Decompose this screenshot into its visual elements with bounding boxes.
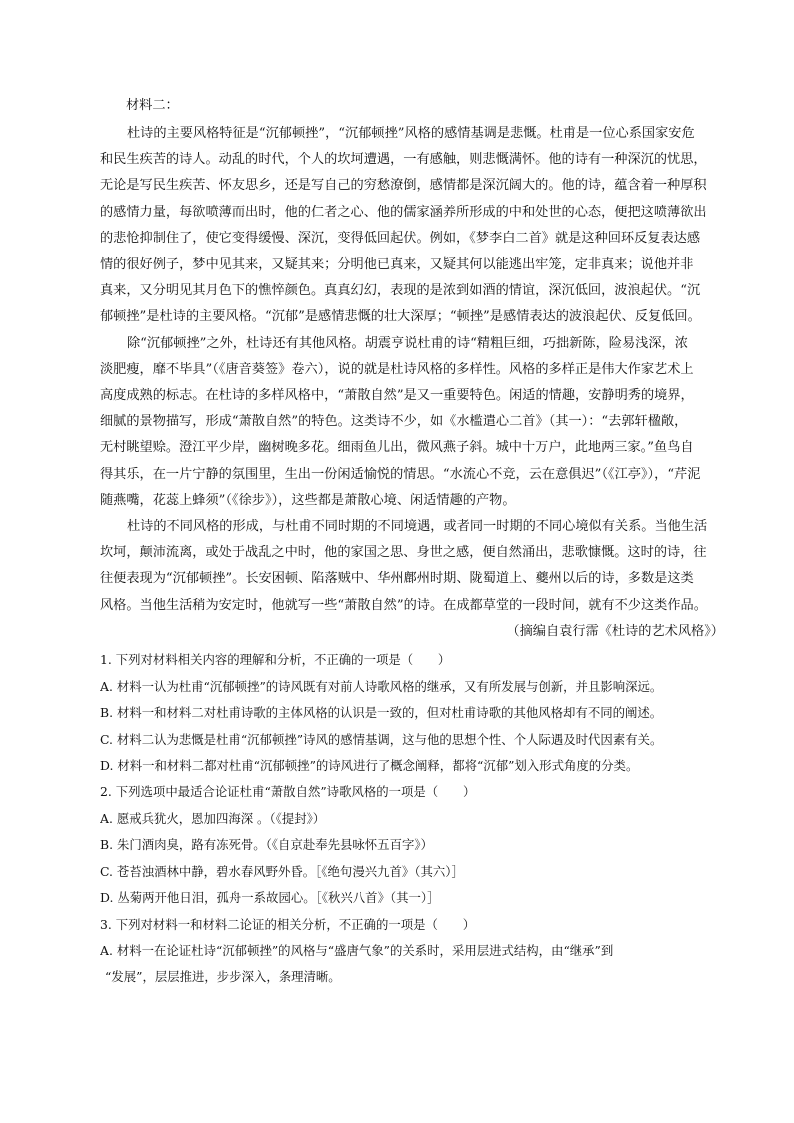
- question-stem: 2. 下列选项中最适合论证杜甫“萧散自然”诗歌风格的一项是（ ）: [100, 784, 476, 800]
- paragraph-line: 真来，又分明见其月色下的憔悴颜色。真真幻幻，表现的是浓到如酒的情谊，深沉低回，波浪起伏。“沉: [100, 283, 701, 299]
- question-3: [100, 912, 724, 991]
- option-b[interactable]: B. 朱门酒肉臭，路有冻死骨。（《自京赴奉先县咏怀五百字》）: [100, 837, 433, 853]
- question-1: [100, 647, 724, 779]
- option-c[interactable]: C. 苍苔浊酒林中静，碧水春风野外昏。［《绝句漫兴九首》（其六）］: [100, 863, 464, 879]
- option-a[interactable]: A. 材料一在论证杜诗“沉郁顿挫”的风格与“盛唐气象”的关系时，采用层进式结构，由“继承”到: [100, 942, 614, 958]
- paragraph-line: 除“沉郁顿挫”之外，杜诗还有其他风格。胡震亨说杜甫的诗“精粗巨细，巧拙新陈，险易浅深，浓: [127, 335, 688, 351]
- option-c[interactable]: C. 材料二认为悲慨是杜甫“沉郁顿挫”诗风的感情基调，这与他的思想个性、个人际遇及时代因素有关。: [100, 731, 663, 747]
- paragraph-line: 无论是写民生疾苦、怀友思乡，还是写自己的穷愁潦倒，感情都是深沉阔大的。他的诗，蕴含着一种厚积: [100, 178, 707, 194]
- paragraph-line: 高度成熟的标志。在杜诗的多样风格中，“萧散自然”是又一重要特色。闲适的情趣，安静明秀的境界，: [100, 388, 694, 404]
- question-2: [100, 779, 724, 911]
- paragraph-line: 情的很好例子，梦中见其来，又疑其来；分明他已真来，又疑其何以能逃出牢笼，定非真来；说他并非: [100, 257, 694, 273]
- paragraph-line: 坎坷，颠沛流离，或处于战乱之中时，他的家国之思、身世之感，便自然涌出，悲歌慷慨。这时的诗，往: [100, 545, 707, 561]
- option-d[interactable]: D. 丛菊两开他日泪，孤舟一系故园心。［《秋兴八首》（其一）］: [100, 890, 440, 906]
- paragraph-line: 得其乐，在一片宁静的氛围里，生出一份闲适愉悦的情思。“水流心不竞，云在意俱迟”（《江亭》），“芹泥: [100, 466, 701, 482]
- paragraph-1: [100, 121, 724, 331]
- option-a[interactable]: A. 材料一认为杜甫“沉郁顿挫”的诗风既有对前人诗歌风格的继承，又有所发展与创新，并且影响深远。: [100, 678, 663, 694]
- option-a-continued: “发展”，层层推进，步步深入，条理清晰。: [105, 969, 341, 985]
- paragraph-line: 往便表现为“沉郁顿挫”。长安困顿、陷落贼中、华州鄜州时期、陇蜀道上、夔州以后的诗，多数是这类: [100, 571, 694, 587]
- paragraph-line: 杜诗的主要风格特征是“沉郁顿挫”，“沉郁顿挫”风格的感情基调是悲慨。杜甫是一位心系国家安危: [127, 126, 695, 141]
- paragraph-line: 风格。当他生活稍为安定时，他就写一些“萧散自然”的诗。在成都草堂的一段时间，就有不少这类作品。: [100, 597, 707, 613]
- question-stem: 1. 下列对材料相关内容的理解和分析，不正确的一项是（ ）: [100, 652, 451, 668]
- document-page: [100, 91, 724, 991]
- paragraph-line: 郁顿挫”是杜诗的主要风格。“沉郁”是感情悲慨的壮大深厚；“顿挫”是感情表达的波浪起伏、反复低回。: [100, 309, 701, 325]
- paragraph-line: 的悲怆抑制住了，使它变得缓慢、深沉，变得低回起伏。例如，《梦李白二首》就是这种回环反复表达感: [100, 230, 701, 246]
- paragraph-line: 随燕嘴，花蕊上蜂须”（《徐步》），这些都是萧散心境、闲适情趣的产物。: [100, 492, 516, 508]
- option-d[interactable]: D. 材料一和材料二都对杜甫“沉郁顿挫”的诗风进行了概念阐释，都将“沉郁”划入形式角度的分类。: [100, 758, 639, 774]
- paragraph-line: 细腻的景物描写，形成“萧散自然”的特色。这类诗不少，如《水槛遣心二首》（其一）：“去郭轩楹敞，: [100, 414, 688, 430]
- option-a[interactable]: A. 愿戒兵犹火，恩加四海深 。（《提封》）: [100, 810, 326, 826]
- paragraph-line: 和民生疾苦的诗人。动乱的时代，个人的坎坷遭遇，一有感触，则悲慨满怀。他的诗有一种深沉的忧思，: [100, 152, 707, 168]
- question-stem: 3. 下列对材料一和材料二论证的相关分析，不正确的一项是（ ）: [100, 916, 476, 932]
- paragraph-line: 的感情力量，每欲喷薄而出时，他的仁者之心、他的儒家涵养所形成的中和处世的心态，便把这喷薄欲出: [100, 204, 707, 220]
- option-b[interactable]: B. 材料一和材料二对杜甫诗歌的主体风格的认识是一致的，但对杜甫诗歌的其他风格却有不同的阐述。: [100, 705, 663, 721]
- material-heading: 材料二：: [126, 98, 179, 113]
- paragraph-line: 无村眺望赊。澄江平少岸，幽树晚多花。细雨鱼儿出，微风燕子斜。城中十万户，此地两三家。”鱼鸟自: [100, 440, 694, 456]
- paragraph-2: [100, 331, 724, 514]
- paragraph-line: 杜诗的不同风格的形成，与杜甫不同时期的不同境遇，或者同一时期的不同心境似有关系。当他生活: [127, 519, 708, 535]
- paragraph-3: [100, 514, 724, 619]
- paragraph-line: 淡肥瘦，靡不毕具”（《唐音葵签》卷六），说的就是杜诗风格的多样性。风格的多样正是伟大作家艺术上: [100, 361, 694, 377]
- source-citation: （摘编自袁行霈《杜诗的艺术风格》）: [506, 623, 724, 639]
